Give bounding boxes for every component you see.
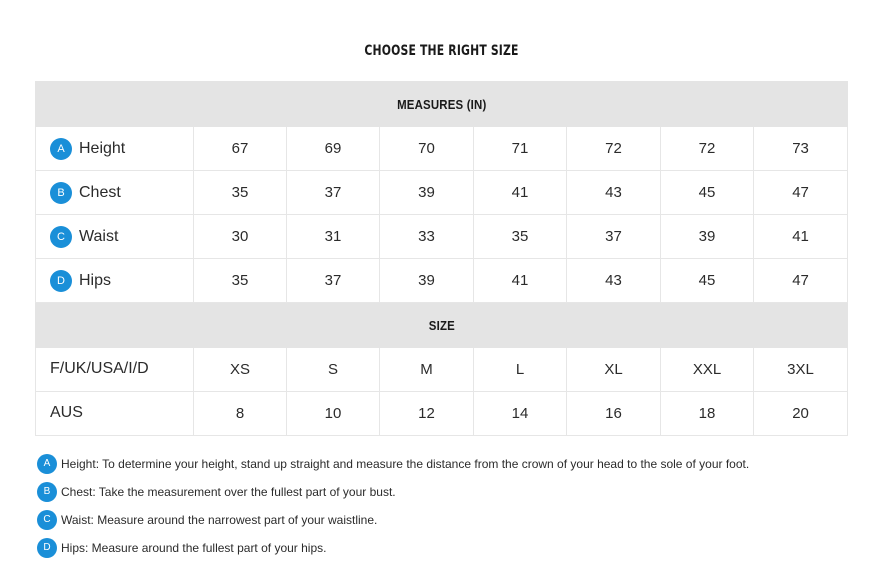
value-cell: 37 xyxy=(287,259,380,303)
value-cell: 39 xyxy=(380,171,474,215)
measure-row-waist xyxy=(36,215,848,259)
value-cell: 31 xyxy=(287,215,380,259)
marker-badge: B xyxy=(50,182,72,204)
marker-badge: D xyxy=(50,270,72,292)
value-cell: 18 xyxy=(661,392,754,436)
value-cell: XL xyxy=(567,348,661,392)
value-cell: 35 xyxy=(194,171,287,215)
row-label: Chest xyxy=(79,183,121,201)
note-item xyxy=(37,510,877,530)
value-cell: 69 xyxy=(287,127,380,171)
note-text: Chest: Take the measurement over the fullest part of your bust. xyxy=(61,485,396,499)
marker-badge: A xyxy=(37,454,57,474)
value-cell: 35 xyxy=(194,259,287,303)
marker-badge: C xyxy=(37,510,57,530)
value-cell: 43 xyxy=(567,259,661,303)
size-row xyxy=(36,392,848,436)
value-cell: 43 xyxy=(567,171,661,215)
value-cell: 47 xyxy=(754,259,848,303)
value-cell: 41 xyxy=(474,171,567,215)
measures-header-row xyxy=(36,82,848,127)
note-text: Hips: Measure around the fullest part of your hips. xyxy=(61,541,327,555)
note-item xyxy=(37,482,877,502)
value-cell: 70 xyxy=(380,127,474,171)
value-cell: 39 xyxy=(380,259,474,303)
value-cell: 71 xyxy=(474,127,567,171)
value-cell: 41 xyxy=(754,215,848,259)
value-cell: XXL xyxy=(661,348,754,392)
marker-badge: C xyxy=(50,226,72,248)
size-system-label xyxy=(36,392,194,436)
note-item xyxy=(37,454,877,474)
value-cell: 73 xyxy=(754,127,848,171)
value-cell: XS xyxy=(194,348,287,392)
marker-badge: A xyxy=(50,138,72,160)
value-cell: 37 xyxy=(287,171,380,215)
value-cell: 72 xyxy=(661,127,754,171)
row-label-cell xyxy=(36,171,194,215)
value-cell: 41 xyxy=(474,259,567,303)
note-text: Height: To determine your height, stand up straight and measure the distance from the crown of your head to the sole of your foot. xyxy=(61,457,750,471)
value-cell: 14 xyxy=(474,392,567,436)
value-cell: 45 xyxy=(661,171,754,215)
page-title: CHOOSE THE RIGHT SIZE xyxy=(364,43,519,59)
value-cell: 72 xyxy=(567,127,661,171)
size-header: SIZE xyxy=(428,317,455,333)
size-header-row xyxy=(36,303,848,348)
size-chart-table xyxy=(35,81,848,436)
row-label: F/UK/USA/I/D xyxy=(50,360,149,378)
measurement-notes xyxy=(37,454,877,566)
value-cell: 10 xyxy=(287,392,380,436)
value-cell: 35 xyxy=(474,215,567,259)
row-label-cell xyxy=(36,259,194,303)
row-label: Height xyxy=(79,139,126,157)
value-cell: 20 xyxy=(754,392,848,436)
measure-row-height xyxy=(36,127,848,171)
row-label-cell xyxy=(36,215,194,259)
value-cell: 8 xyxy=(194,392,287,436)
measure-row-chest xyxy=(36,171,848,215)
value-cell: M xyxy=(380,348,474,392)
value-cell: 3XL xyxy=(754,348,848,392)
value-cell: 33 xyxy=(380,215,474,259)
row-label: Waist xyxy=(79,227,119,245)
measure-row-hips xyxy=(36,259,848,303)
value-cell: L xyxy=(474,348,567,392)
value-cell: S xyxy=(287,348,380,392)
value-cell: 16 xyxy=(567,392,661,436)
marker-badge: D xyxy=(37,538,57,558)
row-label: Hips xyxy=(79,271,112,289)
row-label: AUS xyxy=(50,404,83,422)
value-cell: 39 xyxy=(661,215,754,259)
size-system-label xyxy=(36,348,194,392)
note-text: Waist: Measure around the narrowest part of your waistline. xyxy=(61,513,378,527)
value-cell: 47 xyxy=(754,171,848,215)
value-cell: 45 xyxy=(661,259,754,303)
value-cell: 67 xyxy=(194,127,287,171)
value-cell: 30 xyxy=(194,215,287,259)
value-cell: 37 xyxy=(567,215,661,259)
measures-header: MEASURES (IN) xyxy=(396,96,487,112)
marker-badge: B xyxy=(37,482,57,502)
row-label-cell xyxy=(36,127,194,171)
note-item xyxy=(37,538,877,558)
size-row xyxy=(36,348,848,392)
value-cell: 12 xyxy=(380,392,474,436)
